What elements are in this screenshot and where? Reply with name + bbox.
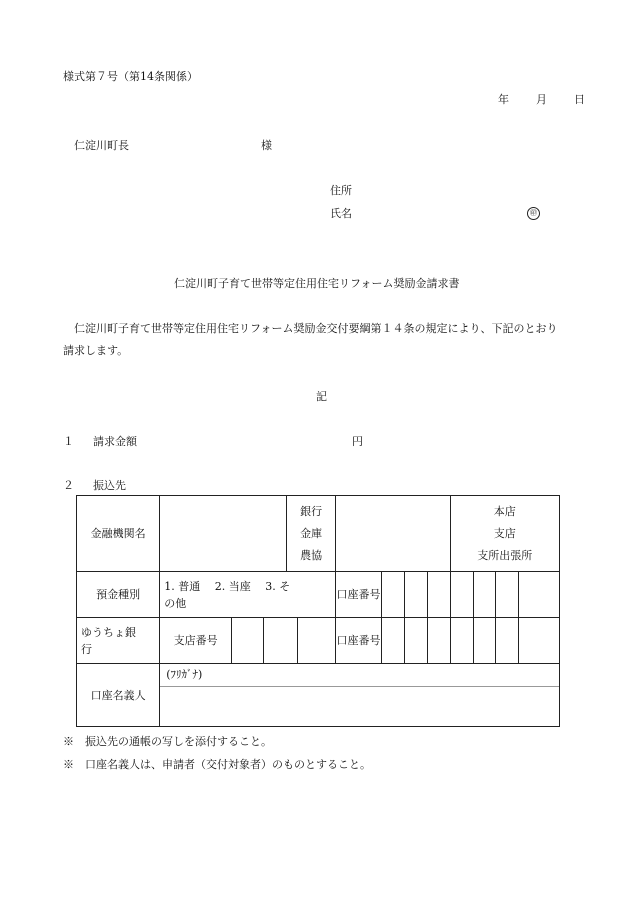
date-line [498, 91, 585, 107]
account-digit-cell[interactable] [381, 572, 404, 618]
bank-account-table [76, 495, 560, 727]
kana-label: (ﾌﾘｶﾞﾅ) [160, 664, 559, 687]
branch-digit-cell[interactable] [264, 618, 297, 664]
body-text-line1: 仁淀川町子育て世帯等定住用住宅リフォーム奨励金交付要綱第１４条の規定により、下記のとおり [74, 322, 558, 335]
seal-mark: ㊞ [527, 205, 540, 220]
yucho-bank-label: ゆうちょ銀 行 [77, 618, 160, 664]
date-year: 年 [498, 93, 509, 106]
item-amount-number: １ [63, 435, 74, 448]
item-transfer [63, 477, 126, 493]
yucho-digit-cell[interactable] [473, 618, 496, 664]
date-day: 日 [574, 93, 585, 106]
yucho-digit-cell[interactable] [381, 618, 404, 664]
yucho-digit-cell[interactable] [519, 618, 560, 664]
branch-name-field[interactable] [336, 496, 451, 572]
yucho-digit-cell[interactable] [404, 618, 427, 664]
ki-heading: 記 [316, 390, 327, 403]
account-digit-cell[interactable] [404, 572, 427, 618]
addressee-name: 仁淀川町長 [74, 139, 129, 152]
deposit-type-options[interactable]: 1. 普通 2. 当座 3. そ の他 [160, 572, 336, 618]
form-number: 様式第７号（第14条関係） [63, 70, 198, 83]
account-holder-field[interactable] [160, 664, 560, 727]
applicant-name-label: 氏名 [330, 207, 352, 220]
note-2: ※ 口座名義人は、申請者（交付対象者）のものとすること。 [63, 758, 371, 771]
yucho-digit-cell[interactable] [427, 618, 450, 664]
deposit-type-label: 預金種別 [77, 572, 160, 618]
note-1: ※ 振込先の通帳の写しを添付すること。 [63, 735, 272, 748]
branch-number-label: 支店番号 [160, 618, 232, 664]
yucho-account-number-label: 口座番号 [336, 618, 382, 664]
body-text-line2: 請求します。 [63, 344, 129, 357]
item-transfer-label: 振込先 [93, 479, 126, 492]
branch-type-options: 本店 支店 支所出張所 [450, 496, 559, 572]
account-digit-cell[interactable] [519, 572, 560, 618]
applicant-address-label: 住所 [330, 184, 352, 197]
bank-name-field[interactable] [160, 496, 287, 572]
account-holder-label: 口座名義人 [77, 664, 160, 727]
account-number-label: 口座番号 [336, 572, 382, 618]
account-digit-cell[interactable] [496, 572, 519, 618]
item-amount-label: 請求金額 [93, 435, 137, 448]
account-digit-cell[interactable] [450, 572, 473, 618]
item-transfer-number: ２ [63, 479, 74, 492]
yucho-digit-cell[interactable] [496, 618, 519, 664]
account-digit-cell[interactable] [473, 572, 496, 618]
branch-digit-cell[interactable] [232, 618, 264, 664]
account-digit-cell[interactable] [427, 572, 450, 618]
bank-type-options: 銀行 金庫 農協 [287, 496, 336, 572]
amount-unit: 円 [352, 435, 363, 448]
document-title: 仁淀川町子育て世帯等定住用住宅リフォーム奨励金請求書 [174, 277, 460, 290]
item-amount [63, 433, 137, 449]
date-month: 月 [536, 93, 547, 106]
yucho-digit-cell[interactable] [450, 618, 473, 664]
bank-name-label: 金融機関名 [77, 496, 160, 572]
branch-digit-cell[interactable] [297, 618, 336, 664]
addressee-honorific: 様 [261, 139, 272, 152]
